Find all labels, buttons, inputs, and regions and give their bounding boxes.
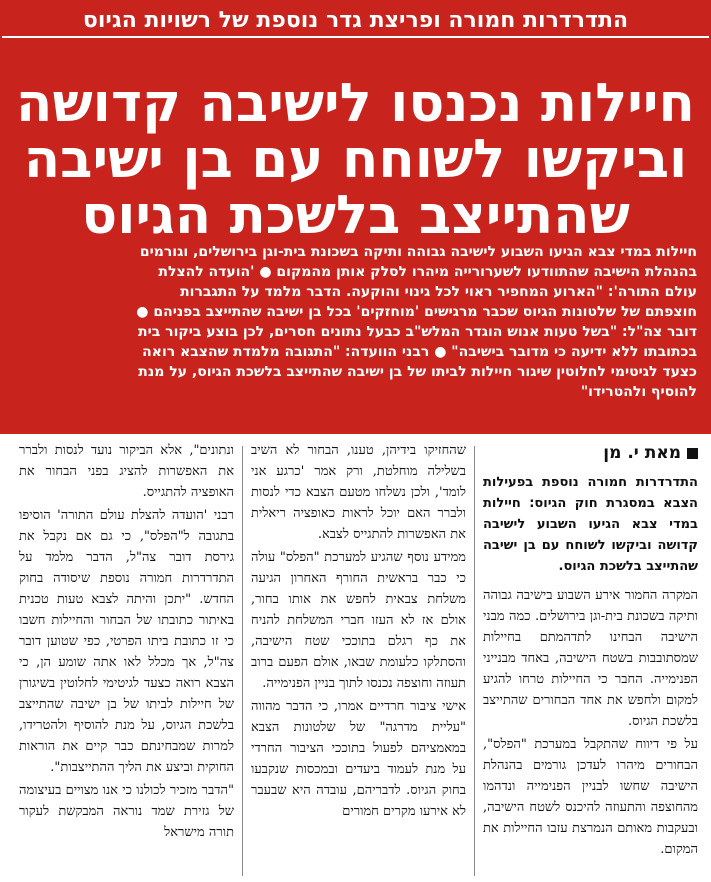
subheadline-line: כצעד לגיטימי לחלוטין שיגור חיילות לביתו של בן ישיבה שהתייצב בלשכת הגיוס, על מנת xyxy=(138,364,697,380)
body-column-1 xyxy=(483,440,698,880)
headline-line: וביקשו לשוחח עם בן ישיבה xyxy=(23,129,688,190)
headline xyxy=(14,73,697,246)
body-paragraph: ממידע נוסף שהגיע למערכת "הפלס" עולה כי כבר בראשית החורף האחרון הגיעה משלחת צבאית לחפש את אותו בחור, אולם אז לא העזו חברי המשלחת להניח את כף רגלם בתוככי שטח הישיבה, והסתלקו כלעומת שבאו, אולם הפעם ברוב תעוזה וחוצפה נכנסו לתוך בניין הפנימייה. xyxy=(251,550,466,691)
body-paragraph: רבני 'הועדה להצלת עולם התורה' הוסיפו בתגובה ל"הפלס", כי גם אם נקבל את גירסת דובר צה"ל, הדבר מלמד על התדרדרות חמורה נוספת שיסודה בחוק החדש. "יתכן והיתה לצבא טעות טכנית באיתור כתובתו של הבחור והחיילות חשבו כי זו כתובת ביתו הפרטי, כפי שטוען דובר צה"ל, אך מכלל לאו אתה שומע הן, כי הצבא רואה כצעד לגיטימי לחלוטין בשיגורן של חיילות לביתו של בן ישיבה שהתייצב בלשכת הגיוס, על מנת להוסיף ולהטרידו, למרות שמבחינתם כבר קיים את הוראות החוקית וביצע את הליך ההתייצבות". xyxy=(19,508,234,775)
subheadline-line: להוסיף ולהטרידו" xyxy=(580,384,697,400)
body-column-2 xyxy=(251,440,466,880)
body-paragraph: "הדבר מזכיר לכולנו כי אנו מצויים בעיצומה של גזירת שמד נוראה המבקשת לעקור תורה מישראל xyxy=(19,783,234,840)
body-paragraph: על פי דיווח שהתקבל במערכת "הפלס", הבחורים מיהרו לעדכן גורמים בהנהלת הישיבה שחשו לבניין הפנימייה ונדהמו מהחוצפה והתעוזה להיכנס לשטח הישיבה, ובעקבות מאותם הנמרצת עזבו החיילות את המקום. xyxy=(483,737,698,857)
subheadline-line: דובר צה"ל: "בשל טעות אנוש הוגדר המלש"ב כבעל נתונים חסרים, לכן בוצע ביקור בית xyxy=(138,324,697,340)
lead-paragraph: התדרדרות חמורה נוספת בפעילות הצבא במסגרת חוק הגיוס: חיילות במדי צבא הגיעו השבוע לישיבה קדושה וביקשו לשוחח עם בן ישיבה שהתייצב בלשכת הגיוס. xyxy=(483,475,698,574)
column-divider xyxy=(474,446,475,876)
subheadline-line: בהנהלת הישיבה שהתוודעו לשערורייה מיהרו לסלק אותן מהמקום ● 'הועדה להצלת xyxy=(158,264,697,280)
body-column-3 xyxy=(19,440,234,880)
headline-line: שהתייצב בלשכת הגיוס xyxy=(81,185,630,246)
body-paragraph: שהחזיקו בידיהן, טענו, הבחור לא השיב בשלילה מוחלטת, ורק אמר 'כרגע אני לומד', ולכן נשלחו מטעם הצבא כדי לנסות ולברר האם יוכל לראות כאופציה ריאלית את האפשרות להתגייס לצבא. xyxy=(251,443,466,542)
subheadline xyxy=(16,242,697,402)
kicker: התדרדרות חמורה ופריצת גדר נוספת של רשויות הגיוס xyxy=(2,6,709,38)
body-paragraph: ונתונים", אלא הביקור נועד לנסות ולברר את האפשרות להציג בפני הבחור את האופציה להתגייס. xyxy=(19,443,234,500)
body-paragraph: המקרה החמור אירע השבוע בישיבה גבוהה ותיקה בשכונת בית-וגן בירושלים. כמה מבני הישיבה הבחינו לתדהמתם בחיילות שמסתובבות בשטח הישיבה, באחד מבנייני הפנימייה. החבר כי החיילות טרחו להגיע למקום ולחפש את אחד הבחורים שהתייצב בלשכת הגיוס. xyxy=(483,588,698,729)
column-divider xyxy=(242,446,243,876)
square-bullet-icon xyxy=(687,448,698,459)
byline-text: מאת י. מן xyxy=(603,443,681,463)
subheadline-line: בכתובתו ללא ידיעה כי מדובר בישיבה" ● רבני הוועדה: "התגובה מלמדת שהצבא רואה xyxy=(142,344,697,360)
subheadline-line: חיילות במדי צבא הגיעו השבוע לישיבה גבוהה ותיקה בשכונת בית-וגן בירושלים, וגורמים xyxy=(139,244,697,260)
body-paragraph: אישי ציבור חרדיים אמרו, כי הדבר מהווה "עליית מדרגה" של שלטונות הצבא במאמציהם לפעול בתוככי הציבור החרדי על מנת לעמוד ביעדים ובמכסות שנקבעו בחוק הגיוס. לדבריהם, עובדה היא שבעבר לא אירעו מקרים חמורים xyxy=(251,699,466,819)
headline-banner xyxy=(0,0,711,434)
subheadline-line: עולם התורה': "הארוע המחפיר ראוי לכל גינוי והוקעה. הדבר מלמד על התגברות xyxy=(180,284,697,300)
headline-line: חיילות נכנסו לישיבה קדושה xyxy=(16,73,695,134)
article-body xyxy=(18,440,698,880)
byline xyxy=(483,440,698,466)
subheadline-line: חוצפתם של שלטונות הגיוס שכבר מרגישים 'מוחזקים' בכל בן ישיבה שהתייצב בפניהם ● xyxy=(136,304,697,320)
